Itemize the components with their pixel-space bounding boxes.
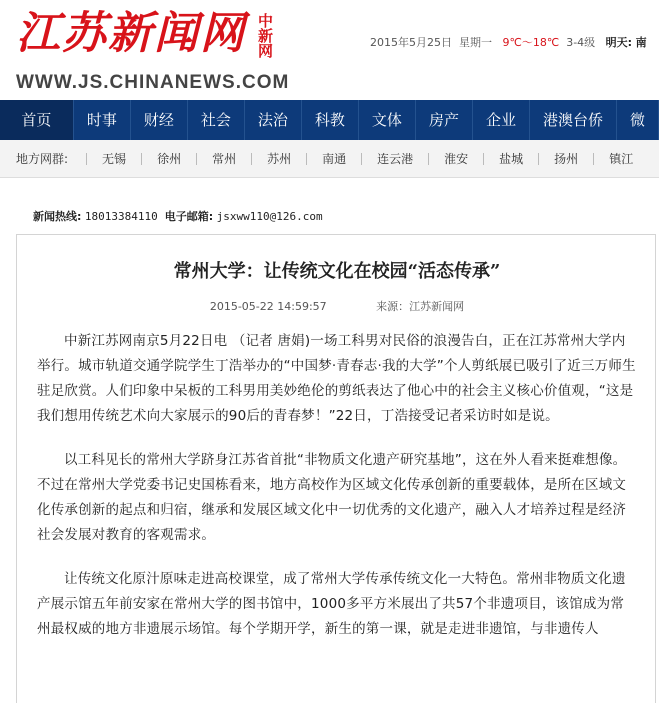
date-text: 2015年5月25日 bbox=[370, 36, 452, 49]
hotline-label: 新闻热线: bbox=[33, 210, 82, 223]
logo-sub-char: 中 bbox=[258, 12, 274, 30]
site-logo[interactable]: 江苏新闻网 bbox=[16, 8, 246, 59]
city-link-zhenjiang[interactable]: 镇江 bbox=[593, 153, 648, 165]
article-datetime: 2015-05-22 14:59:57 bbox=[209, 300, 327, 313]
article-paragraph: 让传统文化原汁原味走进高校课堂，成了常州大学传承传统文化一大特色。常州非物质文化遗产展示馆五年前安家在常州大学的图书馆中，1000多平方米展出了共57个非遗项目，该馆成为常州最权威的地方非遗展示场馆。每个学期开学，新生的第一课，就是走进非遗馆，与非遗传人 bbox=[37, 571, 626, 637]
nav-item-science-education[interactable]: 科教 bbox=[302, 100, 359, 140]
main-nav bbox=[0, 100, 659, 140]
city-link-xuzhou[interactable]: 徐州 bbox=[141, 153, 196, 165]
city-link-suzhou[interactable]: 苏州 bbox=[251, 153, 306, 165]
city-link-yangzhou[interactable]: 扬州 bbox=[538, 153, 593, 165]
nav-item-finance[interactable]: 财经 bbox=[131, 100, 188, 140]
site-header bbox=[0, 0, 659, 100]
article-paragraph: 中新江苏网南京5月22日电 （记者 唐娟)一场工科男对民俗的浪漫告白，正在江苏常州大学内举行。城市轨道交通学院学生丁浩举办的“中国梦·青春志·我的大学”个人剪纸展已吸引了近三万师生驻足欣赏。人们印象中呆板的工科男用美妙绝伦的剪纸表达了他心中的社会主义核心价值观，“这是我们想用传统艺术向大家展示的90后的青春梦！”22日，丁浩接受记者采访时如是说。 bbox=[37, 333, 636, 424]
hotline-number: 18013384110 bbox=[84, 210, 158, 223]
city-network-label: 地方网群: bbox=[16, 152, 69, 166]
temperature-text: 9℃～18℃ bbox=[502, 36, 560, 49]
email-address[interactable]: jsxww110@126.com bbox=[216, 210, 323, 223]
tomorrow-value: 南 bbox=[635, 36, 647, 49]
city-network-bar bbox=[0, 140, 659, 178]
article-body bbox=[37, 329, 637, 661]
nav-item-law[interactable]: 法治 bbox=[245, 100, 302, 140]
weekday-text: 星期一 bbox=[459, 36, 492, 49]
site-url[interactable]: WWW.JS.CHINANEWS.COM bbox=[16, 72, 290, 93]
email-label: 电子邮箱: bbox=[164, 210, 214, 223]
city-link-huaian[interactable]: 淮安 bbox=[428, 153, 483, 165]
logo-sub-char: 新 bbox=[258, 27, 274, 45]
article-container bbox=[16, 234, 656, 703]
nav-item-enterprise[interactable]: 企业 bbox=[473, 100, 530, 140]
nav-item-culture-sports[interactable]: 文体 bbox=[359, 100, 416, 140]
wind-text: 3-4级 bbox=[566, 36, 596, 49]
nav-item-society[interactable]: 社会 bbox=[188, 100, 245, 140]
nav-item-micro[interactable]: 微 bbox=[617, 100, 659, 140]
city-link-yancheng[interactable]: 盐城 bbox=[483, 153, 538, 165]
nav-item-current-affairs[interactable]: 时事 bbox=[74, 100, 131, 140]
nav-item-hk-macao-taiwan[interactable]: 港澳台侨 bbox=[530, 100, 617, 140]
logo-sub-char: 网 bbox=[258, 42, 274, 60]
city-link-changzhou[interactable]: 常州 bbox=[196, 153, 251, 165]
article-source: 来源：江苏新闻网 bbox=[376, 300, 465, 313]
tomorrow-label: 明天: bbox=[605, 36, 633, 49]
article-title: 常州大学：让传统文化在校园“活态传承” bbox=[173, 261, 501, 282]
city-link-nantong[interactable]: 南通 bbox=[306, 153, 361, 165]
city-link-wuxi[interactable]: 无锡 bbox=[86, 153, 141, 165]
city-link-lianyungang[interactable]: 连云港 bbox=[361, 153, 428, 165]
date-weather-line bbox=[370, 34, 647, 50]
contact-line bbox=[33, 208, 323, 224]
logo-chinanews-mark bbox=[258, 14, 280, 59]
nav-item-real-estate[interactable]: 房产 bbox=[416, 100, 473, 140]
nav-item-home[interactable]: 首页 bbox=[0, 100, 74, 140]
article-paragraph: 以工科见长的常州大学跻身江苏省首批“非物质文化遗产研究基地”，这在外人看来挺难想像。不过在常州大学党委书记史国栋看来，地方高校作为区域文化传承创新的重要载体，是所在区域文化传承创新的起点和归宿，继承和发展区域文化中一切优秀的文化遗产，融入人才培养过程是经济社会发展对教育的客观需求。 bbox=[37, 452, 627, 543]
article-dateline bbox=[17, 298, 657, 314]
